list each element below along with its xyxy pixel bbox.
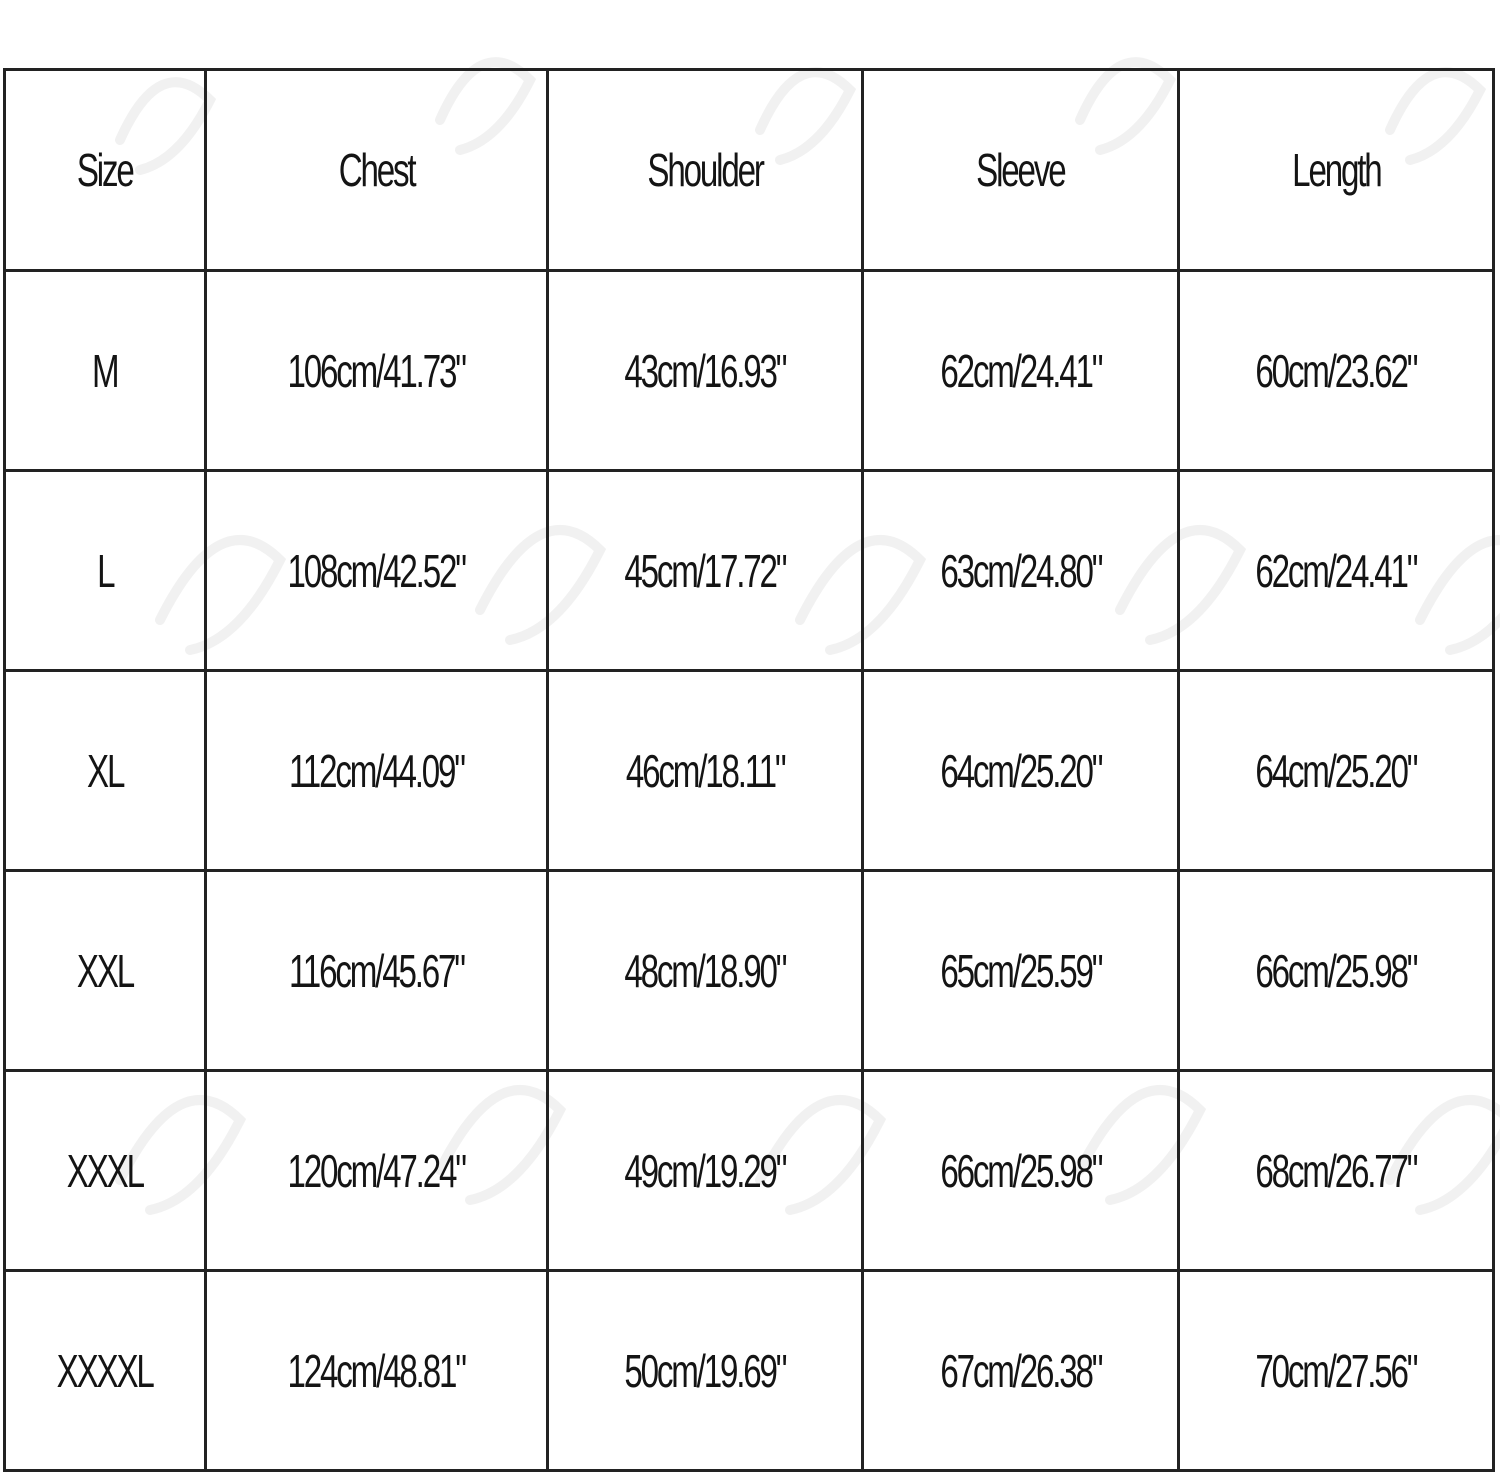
chest-cell: 116cm/45.67" (206, 871, 548, 1071)
shoulder-cell: 43cm/16.93" (548, 271, 863, 471)
header-size: Size (5, 70, 206, 271)
length-cell: 64cm/25.20" (1179, 671, 1494, 871)
chest-cell: 124cm/48.81" (206, 1271, 548, 1471)
size-cell: XXXL (5, 1071, 206, 1271)
chest-cell: 120cm/47.24" (206, 1071, 548, 1271)
sleeve-cell: 67cm/26.38" (863, 1271, 1179, 1471)
sleeve-cell: 63cm/24.80" (863, 471, 1179, 671)
chest-cell: 112cm/44.09" (206, 671, 548, 871)
header-sleeve: Sleeve (863, 70, 1179, 271)
sleeve-cell: 64cm/25.20" (863, 671, 1179, 871)
chest-cell: 106cm/41.73" (206, 271, 548, 471)
header-length: Length (1179, 70, 1494, 271)
size-chart-table (3, 68, 1495, 1472)
shoulder-cell: 46cm/18.11" (548, 671, 863, 871)
length-cell: 68cm/26.77" (1179, 1071, 1494, 1271)
size-cell: XL (5, 671, 206, 871)
table-row (5, 671, 1494, 871)
length-cell: 62cm/24.41" (1179, 471, 1494, 671)
shoulder-cell: 48cm/18.90" (548, 871, 863, 1071)
sleeve-cell: 65cm/25.59" (863, 871, 1179, 1071)
table-header-row (5, 70, 1494, 271)
header-chest: Chest (206, 70, 548, 271)
shoulder-cell: 50cm/19.69" (548, 1271, 863, 1471)
sleeve-cell: 66cm/25.98" (863, 1071, 1179, 1271)
table-row (5, 1271, 1494, 1471)
shoulder-cell: 49cm/19.29" (548, 1071, 863, 1271)
chest-cell: 108cm/42.52" (206, 471, 548, 671)
length-cell: 70cm/27.56" (1179, 1271, 1494, 1471)
size-cell: L (5, 471, 206, 671)
table-row (5, 871, 1494, 1071)
table-row (5, 271, 1494, 471)
shoulder-cell: 45cm/17.72" (548, 471, 863, 671)
size-cell: XXL (5, 871, 206, 1071)
length-cell: 60cm/23.62" (1179, 271, 1494, 471)
size-cell: M (5, 271, 206, 471)
table-row (5, 471, 1494, 671)
header-shoulder: Shoulder (548, 70, 863, 271)
sleeve-cell: 62cm/24.41" (863, 271, 1179, 471)
size-cell: XXXXL (5, 1271, 206, 1471)
table-row (5, 1071, 1494, 1271)
length-cell: 66cm/25.98" (1179, 871, 1494, 1071)
